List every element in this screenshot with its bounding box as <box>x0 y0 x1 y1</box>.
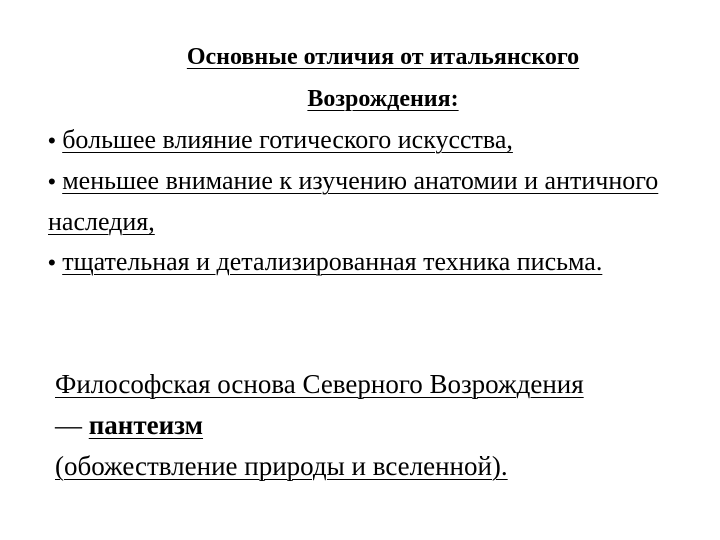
list-item <box>48 161 678 242</box>
paragraph-text-part-1: Философская основа Северного Возрождения <box>55 369 584 399</box>
list-item <box>48 242 678 283</box>
differences-block <box>48 36 678 283</box>
differences-list <box>48 120 678 283</box>
bullet-icon: • <box>48 169 56 194</box>
philosophy-paragraph <box>55 364 615 487</box>
bullet-icon: • <box>48 128 56 153</box>
paragraph-keyword: пантеизм <box>88 410 204 440</box>
slide-title <box>48 36 678 120</box>
paragraph-text-part-2: (обожествление природы и вселенной). <box>55 451 508 481</box>
bullet-icon: • <box>48 250 56 275</box>
list-item-text: меньшее внимание к изучению анатомии и античного наследия, <box>48 166 659 236</box>
list-item-text: большее влияние готического искусства, <box>62 125 513 154</box>
title-line-1: Основные отличия от итальянского <box>186 44 580 70</box>
paragraph-dash: — <box>55 410 82 440</box>
title-line-2: Возрождения: <box>307 86 459 112</box>
list-item <box>48 120 678 161</box>
list-item-text: тщательная и детализированная техника письма. <box>62 247 603 276</box>
